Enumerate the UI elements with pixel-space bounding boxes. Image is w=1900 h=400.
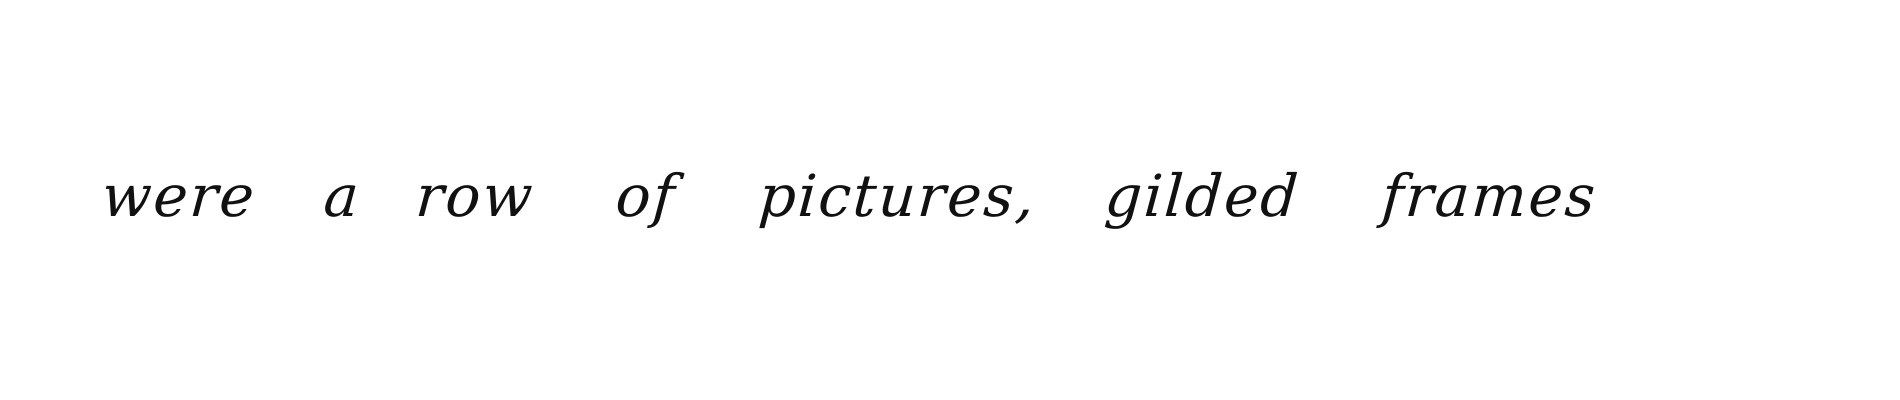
handwritten-word-6: gilded [1102, 162, 1302, 230]
handwritten-word-1: were [99, 162, 259, 230]
handwritten-text-line [99, 146, 1702, 266]
handwritten-word-5: pictures, [756, 162, 1039, 230]
handwritten-word-3: row [413, 162, 537, 230]
handwritten-word-7: frames [1379, 162, 1600, 230]
handwritten-word-4: of [613, 162, 680, 230]
handwritten-word-2: a [322, 162, 364, 230]
